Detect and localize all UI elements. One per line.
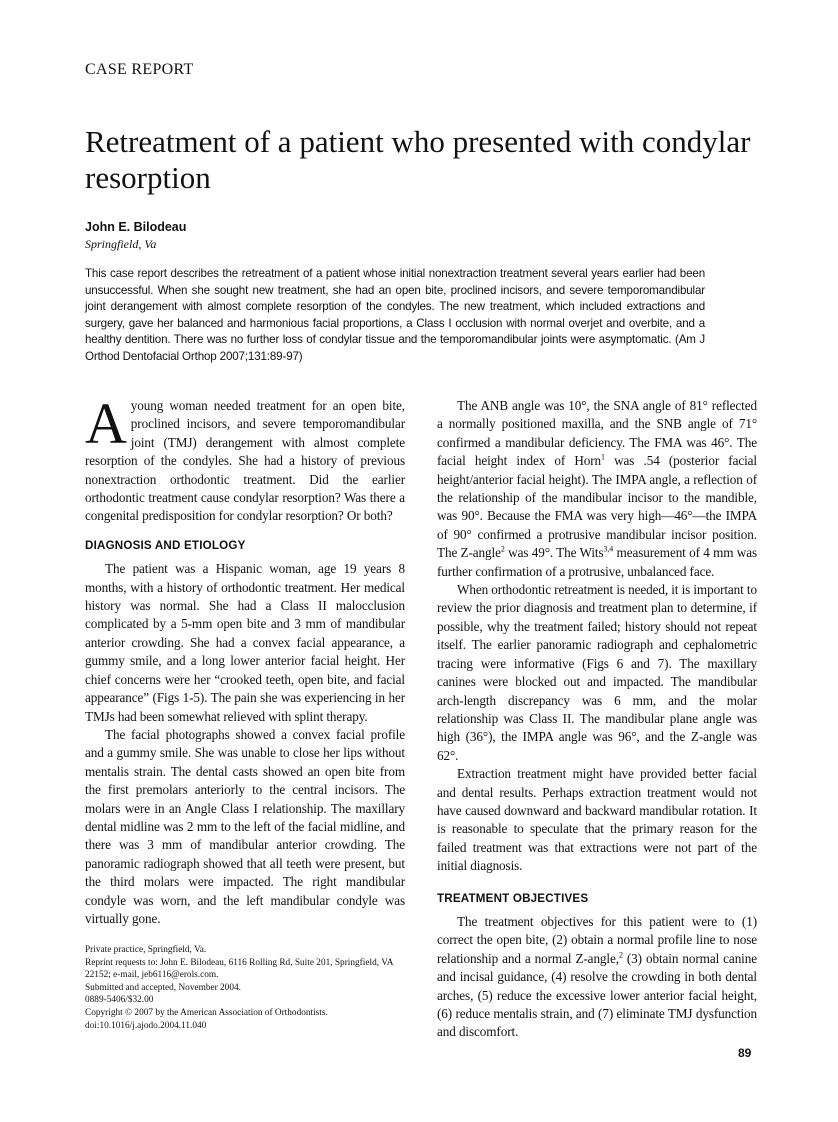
section-kicker: CASE REPORT xyxy=(85,61,194,78)
text: The ANB angle was 10°, the SNA angle of 81° reflected a normally positioned maxilla, and the SNB angle of 71° confirmed a mandibular deficiency. The FMA was 46°. The facial height index of Horn xyxy=(437,398,757,469)
intro-text: young woman needed treatment for an open bite, proclined incisors, and severe temporomandibular joint (TMJ) derangement with almost complete resorption of the condyles. She had a history of previous nonextraction orthodontic treatment. Did the earlier orthodontic treatment cause condylar resorption? Was there a congenital predisposition for condylar resorption? Or both? xyxy=(85,398,405,524)
citation: 3,4 xyxy=(603,544,614,554)
author-affiliation: Springfield, Va xyxy=(85,237,157,251)
intro-paragraph xyxy=(85,391,405,526)
footnote: Submitted and accepted, November 2004. xyxy=(85,982,241,993)
paragraph: The patient was a Hispanic woman, age 19 years 8 months, with a history of orthodontic treatment. Her medical history was normal. She had a Class II malocclusion complicated by a 5-mm open bite and 3 mm of mandibular anterior crowding. She had a convex facial appearance, a gummy smile, and a long lower anterior facial height. Her chief concerns were her “crooked teeth, open bite, and facial appearance” (Figs 1-5). The pain she was experiencing in her TMJs had been somewhat relieved with splint therapy. xyxy=(85,561,405,724)
paragraph xyxy=(437,397,757,581)
citation: 2 xyxy=(618,950,623,960)
section-heading-diagnosis: DIAGNOSIS AND ETIOLOGY xyxy=(85,538,246,552)
text: The treatment objectives for this patient were to (1) correct the open bite, (2) obtain a normal profile line to nose relationship and a normal Z-angle, xyxy=(437,913,757,966)
citation: 1 xyxy=(601,452,605,462)
citation: 2 xyxy=(500,544,505,554)
paragraph: When orthodontic retreatment is needed, it is important to review the prior diagnosis and treatment plan to determine, if possible, why the treatment failed; history should not repeat itself. The earlier panoramic radiograph and cephalometric tracing were informative (Figs 6 and 7). The maxillary canines were blocked out and impacted. The mandibular arch-length discrepancy was 6 mm, and the molar relationship was Class II. The mandibular plane angle was high (36°), the IMPA angle was 96°, and the Z-angle was 62°. xyxy=(437,582,757,763)
footnote: 0889-5406/$32.00 xyxy=(85,995,154,1006)
footnote: Reprint requests to: John E. Bilodeau, 6116 Rolling Rd, Suite 201, Springfield, VA 22152; e-mail, jeb6116@erols.com. xyxy=(85,957,393,981)
page-number: 89 xyxy=(738,1046,752,1060)
text: was 49°. The Wits xyxy=(504,545,604,561)
drop-cap: A xyxy=(85,391,127,456)
footnote: Private practice, Springfield, Va. xyxy=(85,945,207,955)
article-title: Retreatment of a patient who presented with condylar resorption xyxy=(85,124,751,195)
paragraph: The facial photographs showed a convex facial profile and a gummy smile. She was unable to close her lips without mentalis strain. The dental casts showed an open bite from the first premolars anteriorly to the central incisors. The molars were in an Angle Class I relationship. The maxillary dental midline was 2 mm to the left of the facial midline, and there was 3 mm of mandibular anterior crowding. The panoramic radiograph showed that all teeth were present, but the third molars were impacted. The right mandibular condyle was worn, and the left mandibular condyle was virtually gone. xyxy=(85,726,405,926)
text: (3) obtain normal canine and incisal guidance, (4) resolve the crowding in both dental arches, (5) reduce the excessive lower anterior facial height, (6) reduce mentalis strain, and (7) eliminate TMJ dysfunction and discomfort. xyxy=(437,950,757,1040)
text: was .54 (posterior facial height/anterior facial height). The IMPA angle, a reflection of the relationship of the mandibular incisor to the mandible, was 90°. Because the FMA was very high—46°—the IMPA of 90° confirmed a protrusive mandibular incisor position. The Z-angle xyxy=(437,453,757,561)
footnotes xyxy=(85,944,415,1032)
text: measurement of 4 mm was further confirmation of a protrusive, unbalanced face. xyxy=(437,545,757,579)
left-column xyxy=(85,391,405,928)
author-name: John E. Bilodeau xyxy=(85,220,187,234)
paragraph xyxy=(437,913,757,1042)
abstract: This case report describes the retreatment of a patient whose initial nonextraction treatment several years earlier had been unsuccessful. When she sought new treatment, she had an open bite, proclined incisors, and severe temporomandibular joint derangement with almost complete resorption of the condyles. The new treatment, which included extractions and surgery, gave her balanced and harmonious facial proportions, a Class I occlusion with normal overjet and overbite, and a healthy dentition. There was no further loss of condylar tissue and the temporomandibular joints were asymptomatic. (Am J Orthod Dentofacial Orthop 2007;131:89-97) xyxy=(85,267,705,363)
footnote: doi:10.1016/j.ajodo.2004.11.040 xyxy=(85,1020,207,1031)
section-heading-objectives: TREATMENT OBJECTIVES xyxy=(437,891,589,905)
footnote: Copyright © 2007 by the American Association of Orthodontists. xyxy=(85,1007,328,1018)
paragraph: Extraction treatment might have provided better facial and dental results. Perhaps extraction treatment would not have caused downward and backward mandibular rotation. It is reasonable to speculate that the primary reason for the failed treatment was that extractions were not part of the initial diagnosis. xyxy=(437,766,757,874)
right-column xyxy=(437,397,757,1042)
